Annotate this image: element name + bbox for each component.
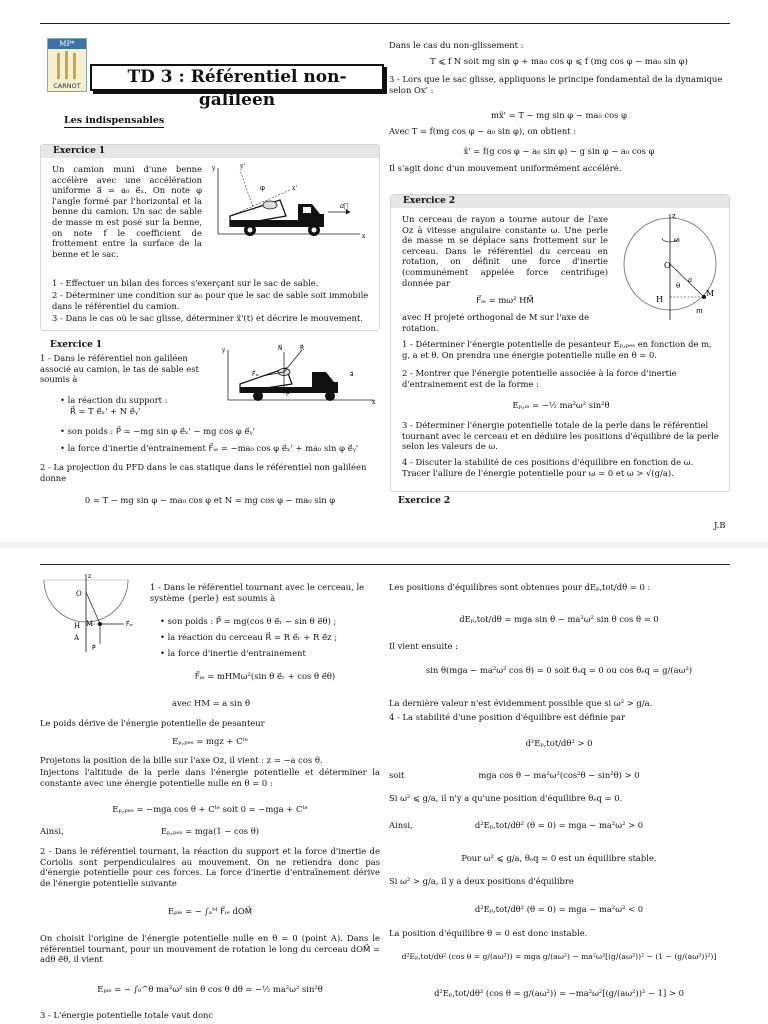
p2-left-b2: • la réaction du cerceau R⃗ = R e⃗ᵣ + R e⃗z ;	[160, 632, 338, 642]
svg-text:P⃗: P⃗	[92, 645, 96, 652]
solution-1-q2: 2 - La projection du PFD dans le cas statique dans le référentiel non galiléen donne	[40, 462, 367, 483]
p2-right-ainsi: Ainsi,	[389, 820, 413, 830]
slip-intro: 3 - Lors que le sac glisse, appliquons le principe fondamental de la dynamique selon Ox' :	[389, 74, 723, 95]
exercise-2-text2: avec H projeté orthogonal de M sur l'axe de rotation.	[402, 312, 590, 333]
section-title: Les indispensables	[64, 115, 165, 126]
svg-text:y': y'	[240, 163, 246, 170]
svg-text:H: H	[656, 295, 663, 304]
solution-1-eq: 0 = T − mg sin φ − ma₀ cos φ et N = mg cos φ − ma₀ sin φ	[84, 495, 336, 505]
slip-with-t: Avec T = f(mg cos φ − a₀ sin φ), on obtient :	[389, 126, 577, 136]
svg-text:H: H	[74, 622, 81, 630]
svg-text:m: m	[696, 307, 703, 315]
solution-1-b1: • la réaction du support :	[60, 395, 168, 405]
logo	[47, 38, 87, 92]
p2-left-eq4: Eₚ,ₚₑₛ = mga(1 − cos θ)	[160, 826, 260, 836]
exercise-2-q1: 1 - Déterminer l'énergie potentielle de pesanteur Eₚ,ₚₑₛ en fonction de m, g, a et θ. On prendra une énergie potentielle nulle en θ = 0.	[402, 339, 712, 360]
author-initials: J.B	[714, 520, 726, 530]
p2-right-l4: 4 - La stabilité d'une position d'équilibre est définie par	[389, 712, 625, 722]
page-title: TD 3 : Référentiel non-galiléen	[90, 64, 384, 91]
svg-text:y: y	[222, 347, 226, 354]
solution-2-header: Exercice 2	[398, 496, 451, 506]
p2-left-l3: Projetons la position de la bille sur l'axe Oz, il vient : z = −a cos θ.	[40, 755, 323, 765]
p2-right-eq6: d²Eₚ,tot/dθ² (θ = 0) = mga − ma²ω² < 0	[474, 904, 644, 914]
svg-text:M: M	[706, 289, 715, 298]
exercise-2-q3: 3 - Déterminer l'énergie potentielle totale de la perle dans le référentiel tournant avec le cerceau et en déduire les positions d'équilibre de la perle selon les valeurs de ω.	[402, 420, 719, 452]
exercise-2-text: Un cerceau de rayon a tourne autour de l'axe Oz à vitesse angulaire constante ω. Une perle de masse m se déplace sans frottement sur le cerceau. Dans le référentiel du cerceau en rotation, on définit une force d'inertie (communément appelée force centrifuge) donnée par	[402, 214, 608, 288]
exercise-2-header: Exercice 2	[403, 196, 456, 206]
slip-pfd: mẍ' = T − mg sin φ − ma₀ cos φ	[491, 110, 627, 120]
solution-1-intro: 1 - Dans le référentiel non galiléen associé au camion, le tas de sable est soumis à	[40, 353, 199, 385]
nonslip-intro: Dans le cas du non-glissement :	[389, 40, 524, 50]
p2-left-eq1: F⃗ᵢₑ = mHMω²(sin θ e⃗ᵣ + cos θ e⃗θ)	[194, 671, 336, 681]
p2-left-eq2: Eₚ,ₚₑₛ = mgz + Cᵗᵉ	[172, 736, 248, 746]
svg-text:A: A	[74, 634, 80, 642]
nonslip-condition: T ⩽ f N soit mg sin φ + ma₀ cos φ ⩽ f (mg cos φ − ma₀ sin φ)	[430, 56, 688, 66]
svg-text:M: M	[86, 620, 94, 628]
truck-figure-1	[210, 160, 372, 248]
hoop-figure-2	[40, 572, 144, 654]
svg-text:z: z	[88, 573, 92, 580]
p2-left-l1: 1 - Dans le référentiel tournant avec le cerceau, le système {perle} est soumis à	[150, 582, 365, 603]
exercise-1-text: Un camion muni d'une benne accélère avec une accélération uniforme a⃗ = a₀ e⃗ₓ. On note φ l'angle formé par l'horizontal et la benne du camion. Un sac de sable de masse m est posé sur la benne, on note f le coefficient de frottement entre la surface de la benne et le sac.	[52, 164, 202, 259]
exercise-1-q2: 2 - Déterminer une condition sur a₀ pour que le sac de sable soit immobile dans le référentiel du camion.	[52, 290, 369, 311]
top-rule	[40, 23, 730, 24]
svg-text:P⃗: P⃗	[286, 391, 290, 398]
p2-right-eq7: d²Eₚ,tot/dθ² (cos θ = g/(aω²)) = mga g/(aω²) − ma²ω²[(g/(aω²))² − (1 − (g/(aω²))²)]	[401, 952, 717, 961]
solution-1-b1-eq: R⃗ = T e⃗ₓ' + N e⃗ᵧ'	[70, 406, 141, 416]
svg-text:x: x	[372, 399, 376, 406]
svg-text:θ: θ	[676, 282, 681, 290]
svg-text:a⃗: a⃗	[340, 202, 349, 210]
exercise-2-eq1: F⃗ᵢₑ = mω² HM⃗	[476, 295, 534, 305]
p2-left-l2: Le poids dérive de l'énergie potentielle de pesanteur	[40, 718, 265, 728]
solution-1-b2: • son poids : P⃗ = −mg sin φ e⃗ₓ' − mg cos φ e⃗ᵧ'	[60, 426, 255, 436]
svg-text:ω: ω	[674, 236, 680, 244]
svg-text:y: y	[212, 165, 216, 172]
p2-left-l5: 2 - Dans le référentiel tournant, la réaction du support et la force d'inertie de Coriolis sont perpendiculaires au mouvement. On ne retiendra donc pas d'énergie potentielle pour ces forces. La force d'inertie d'entraînement dérive de l'énergie potentielle suivante	[40, 846, 380, 888]
svg-text:a⃗: a⃗	[350, 371, 354, 378]
slip-conclusion: Il s'agit donc d'un mouvement uniformément accéléré.	[389, 163, 622, 173]
p2-left-l7: 3 - L'énergie potentielle totale vaut donc	[40, 1010, 214, 1020]
exercise-2-eq2: Eₚ,ᵢₑ = −½ ma²ω² sin²θ	[512, 400, 610, 410]
page-2	[0, 548, 768, 1024]
exercise-2-q2: 2 - Montrer que l'énergie potentielle associée à la force d'inertie d'entrainement est de la forme :	[402, 368, 677, 389]
svg-text:F⃗ᵢₑ: F⃗ᵢₑ	[252, 371, 259, 378]
p2-right-eq2: sin θ(mga − ma²ω² cos θ) = 0 soit θₑq = 0 ou cos θₑq = g/(aω²)	[425, 665, 693, 675]
svg-text:O: O	[76, 590, 82, 598]
exercise-2-q4: 4 - Discuter la stabilité de ces positions d'équilibre en fonction de ω. Tracer l'allure de l'énergie potentielle pour ω = 0 et ω > √(g/a).	[402, 457, 694, 478]
p2-left-eq1b: avec HM = a sin θ	[172, 698, 250, 708]
p2-left-l4: Injectons l'altitude de la perle dans l'énergie potentielle et déterminer la constante avec une énergie potentielle nulle en θ = 0 :	[40, 767, 380, 788]
p2-right-eq1: dEₚ,tot/dθ = mga sin θ − ma²ω² sin θ cos θ = 0	[459, 614, 659, 624]
logo-carnot: CARNOT	[53, 82, 81, 90]
p2-right-l7: Si ω² > g/a, il y a deux positions d'équilibre	[389, 876, 574, 886]
logo-mp: MP*	[48, 39, 86, 49]
top-rule-2	[40, 564, 730, 565]
svg-text:F⃗ᵢₑ: F⃗ᵢₑ	[126, 621, 133, 628]
p2-right-l8: La position d'équilibre θ = 0 est donc instable.	[389, 928, 588, 938]
p2-right-l6: Pour ω² ⩽ g/a, θₑq = 0 est un équilibre stable.	[461, 853, 657, 863]
truck-figure-2	[222, 342, 380, 408]
svg-text:O: O	[664, 261, 671, 270]
p2-right-soit: soit	[389, 770, 405, 780]
p2-right-l1: Les positions d'équilibres sont obtenues pour dEₚ,tot/dθ = 0 :	[389, 582, 651, 592]
svg-text:x': x'	[292, 185, 298, 192]
p2-left-ainsi: Ainsi,	[40, 826, 64, 836]
p2-right-eq3: d²Eₚ,tot/dθ² > 0	[525, 738, 593, 748]
slip-acceleration: ẍ' = f(g cos φ − a₀ sin φ) − g sin φ − a₀ cos φ	[463, 146, 655, 156]
p2-left-b3: • la force d'inertie d'entrainement	[160, 648, 306, 658]
exercise-1-header: Exercice 1	[53, 146, 106, 156]
svg-text:R⃗: R⃗	[300, 345, 305, 352]
p2-right-eq4: mga cos θ − ma²ω²(cos²θ − sin²θ) > 0	[478, 770, 640, 780]
p2-right-eq5: d²Eₚ,tot/dθ² (θ = 0) = mga − ma²ω² > 0	[474, 820, 644, 830]
p2-right-l2: Il vient ensuite :	[389, 641, 458, 651]
svg-text:x: x	[362, 233, 366, 240]
p2-left-b1: • son poids : P⃗ = mg(cos θ e⃗ᵣ − sin θ e⃗θ) ;	[160, 616, 337, 626]
p2-left-l6: On choisit l'origine de l'énergie potentielle nulle en θ = 0 (point A). Dans le référentiel tournant, pour un mouvement de rotation le long du cerceau dOM⃗ = adθ e⃗θ, il vient	[40, 933, 380, 965]
exercise-1-q1: 1 - Effectuer un bilan des forces s'exerçant sur le sac de sable.	[52, 278, 319, 288]
p2-right-eq8: d²Eₚ,tot/dθ² (cos θ = g/(aω²)) = −ma²ω²[(g/(aω²))² − 1] > 0	[434, 988, 684, 998]
solution-1-header: Exercice 1	[50, 340, 103, 350]
hoop-figure-1	[612, 212, 724, 324]
p2-left-eq3: Eₚ,ₚₑₛ = −mga cos θ + Cᵗᵉ soit 0 = −mga + Cᵗᵉ	[112, 804, 308, 814]
svg-text:z: z	[672, 212, 676, 220]
exercise-1-q3: 3 - Dans le cas où le sac glisse, déterminer ẍ'(t) et décrire le mouvement.	[52, 313, 363, 323]
svg-text:φ: φ	[260, 184, 265, 192]
p2-left-eq6: Eₚᵢₑ = − ∫₀^θ ma²ω² sin θ cos θ dθ = −½ ma²ω² sin²θ	[97, 984, 323, 994]
svg-text:a: a	[688, 276, 693, 284]
svg-text:N⃗: N⃗	[278, 345, 283, 352]
p2-right-l3: La dernière valeur n'est évidemment possible que si ω² > g/a.	[389, 698, 653, 708]
p2-left-eq5: Eₚᵢₑ = − ∫ₐᴹ F⃗ᵢₑ dOM⃗	[168, 906, 252, 916]
solution-1-b3: • la force d'inertie d'entrainement F⃗ᵢₑ = −ma₀ cos φ e⃗ₓ' + ma₀ sin φ e⃗ᵧ'	[60, 443, 359, 453]
p2-right-l5: Si ω² ⩽ g/a, il n'y a qu'une position d'équilibre θₑq = 0.	[389, 793, 623, 803]
